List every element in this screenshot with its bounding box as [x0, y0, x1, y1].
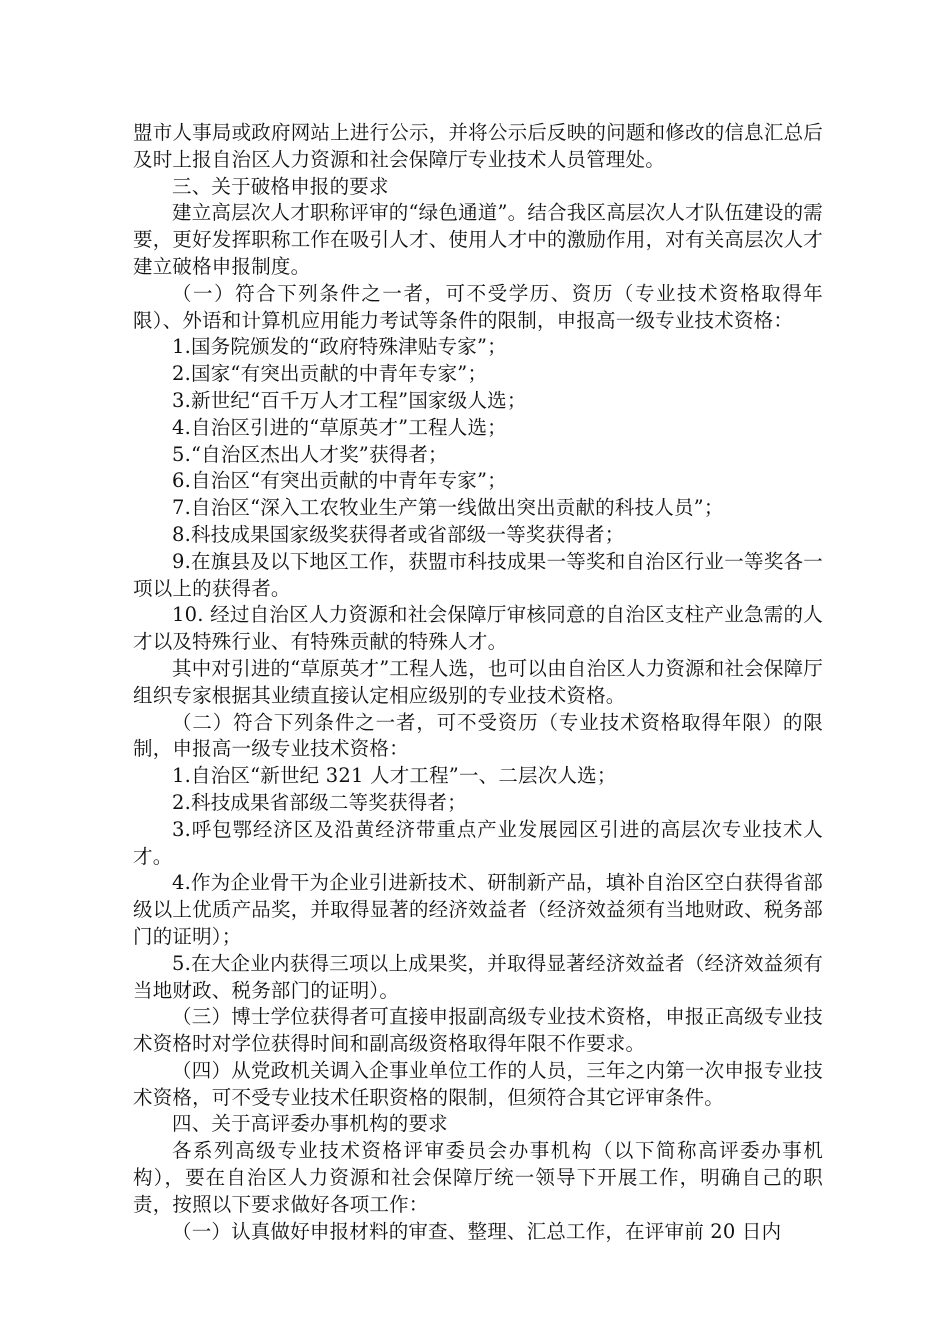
paragraph-continuation: 盟市人事局或政府网站上进行公示，并将公示后反映的问题和修改的信息汇总后及时上报自治区人力资源和社会保障厅专业技术人员管理处。: [133, 121, 823, 171]
paragraph: 建立高层次人才职称评审的“绿色通道”。结合我区高层次人才队伍建设的需要，更好发挥职称工作在吸引人才、使用人才中的激励作用，对有关高层次人才建立破格申报制度。: [133, 201, 823, 278]
list-item: 5.在大企业内获得三项以上成果奖，并取得显著经济效益者（经济效益须有当地财政、税务部门的证明）。: [133, 951, 823, 1002]
subsection-1-truncated: （一）认真做好申报材料的审查、整理、汇总工作，在评审前 20 日内: [172, 1219, 782, 1243]
list-item: 3.新世纪“百千万人才工程”国家级人选；: [172, 388, 527, 412]
list-item: 10. 经过自治区人力资源和社会保障厅审核同意的自治区支柱产业急需的人才以及特殊行业、有特殊贡献的特殊人才。: [133, 603, 823, 654]
subsection-2: （二）符合下列条件之一者，可不受资历（专业技术资格取得年限）的限制，申报高一级专业技术资格：: [133, 710, 823, 761]
document-body: [133, 120, 823, 1245]
list-item: 8.科技成果国家级奖获得者或省部级一等奖获得者；: [172, 522, 625, 546]
list-item: 6.自治区“有突出贡献的中青年专家”；: [172, 469, 507, 493]
subsection-1: （一）符合下列条件之一者，可不受学历、资历（专业技术资格取得年限）、外语和计算机应用能力考试等条件的限制，申报高一级专业技术资格：: [133, 281, 823, 332]
subsection-4: （四）从党政机关调入企事业单位工作的人员，三年之内第一次申报专业技术资格，可不受专业技术任职资格的限制，但须符合其它评审条件。: [133, 1058, 823, 1109]
list-item: 4.作为企业骨干为企业引进新技术、研制新产品，填补自治区空白获得省部级以上优质产品奖，并取得显著的经济效益者（经济效益须有当地财政、税务部门的证明）；: [133, 871, 823, 948]
list-item: 7.自治区“深入工农牧业生产第一线做出突出贡献的科技人员”；: [172, 496, 724, 520]
list-item: 4.自治区引进的“草原英才”工程人选；: [172, 415, 507, 439]
paragraph: 各系列高级专业技术资格评审委员会办事机构（以下简称高评委办事机构），要在自治区人力资源和社会保障厅统一领导下开展工作，明确自己的职责，按照以下要求做好各项工作：: [133, 1139, 823, 1216]
paragraph: 其中对引进的“草原英才”工程人选，也可以由自治区人力资源和社会保障厅组织专家根据其业绩直接认定相应级别的专业技术资格。: [133, 656, 823, 707]
list-item: 2.国家“有突出贡献的中青年专家”；: [172, 362, 488, 386]
list-item: 9.在旗县及以下地区工作，获盟市科技成果一等奖和自治区行业一等奖各一项以上的获得者。: [133, 549, 823, 600]
subsection-3: （三）博士学位获得者可直接申报副高级专业技术资格，申报正高级专业技术资格时对学位获得时间和副高级资格取得年限不作要求。: [133, 1005, 823, 1056]
list-item: 3.呼包鄂经济区及沿黄经济带重点产业发展园区引进的高层次专业技术人才。: [133, 817, 823, 868]
section-heading-4: 四、关于高评委办事机构的要求: [172, 1112, 448, 1136]
list-item: 1.国务院颁发的“政府特殊津贴专家”；: [172, 335, 507, 359]
section-heading-3: 三、关于破格申报的要求: [172, 174, 389, 198]
list-item: 1.自治区“新世纪 321 人才工程”一、二层次人选；: [172, 764, 617, 788]
list-item: 5.“自治区杰出人才奖”获得者；: [172, 442, 448, 466]
list-item: 2.科技成果省部级二等奖获得者；: [172, 790, 467, 814]
